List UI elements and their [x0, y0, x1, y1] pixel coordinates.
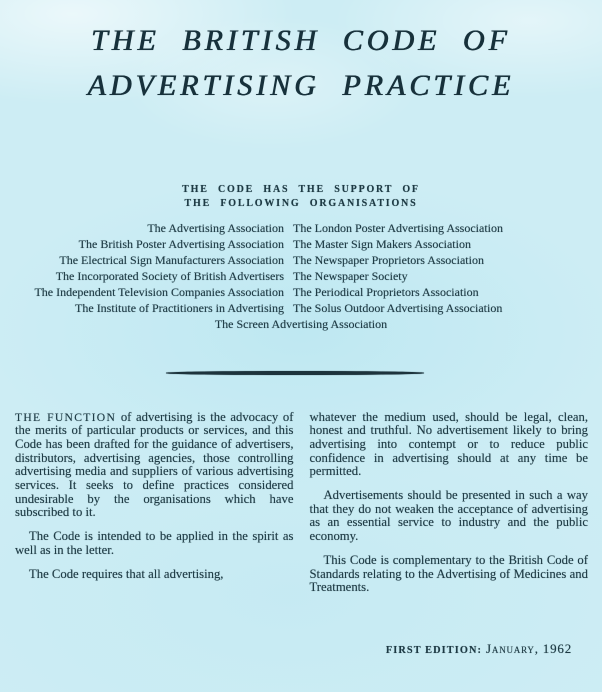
organisation-item: The Electrical Sign Manufacturers Association [59, 253, 284, 267]
paragraph-text: of advertising is the advocacy of the merits of particular products or services, and this Code has been drafted for the guidance of advertisers, distributors, advertising agencies, those controlling advertising media and suppliers of various advertising services. It seeks to define practices considered undesirable by the organisations which have subscribed to it. [15, 409, 294, 520]
paragraph: Advertisements should be presented in such a way that they do not weaken the acceptance of advertising as an essential service to industry and the public economy. [309, 488, 588, 544]
body-column-right [310, 411, 589, 595]
support-heading-line-2: THE FOLLOWING ORGANISATIONS [184, 198, 418, 209]
paragraph-lead-in: THE FUNCTION [15, 410, 117, 424]
organisation-item: The British Poster Advertising Association [78, 237, 284, 251]
organisations-column-left [0, 220, 284, 316]
organisation-item: The Newspaper Proprietors Association [293, 253, 484, 267]
organisations-list [0, 220, 602, 332]
title-line-1: THE BRITISH CODE OF [91, 24, 511, 57]
organisation-item: The Institute of Practitioners in Advertising [75, 301, 284, 315]
organisation-item: The Advertising Association [147, 221, 284, 235]
edition-note [386, 640, 572, 658]
organisation-item: The Periodical Proprietors Association [293, 285, 479, 299]
title-line-2: ADVERTISING PRACTICE [87, 69, 515, 102]
page-title [0, 0, 602, 108]
organisation-item: The Solus Outdoor Advertising Association [293, 301, 503, 315]
paragraph [15, 411, 294, 521]
organisation-item-centered: The Screen Advertising Association [214, 317, 388, 331]
organisation-item: The Independent Television Companies Association [34, 285, 284, 299]
body-text [0, 411, 602, 595]
divider-rule [166, 371, 424, 375]
organisation-item: The Newspaper Society [293, 269, 408, 283]
paragraph: The Code is intended to be applied in the spirit as well as in the letter. [15, 529, 294, 557]
paragraph: whatever the medium used, should be legal, clean, honest and truthful. No advertisement likely to bring advertising into contempt or to reduce public confidence in advertising should at any time be permitted. [309, 409, 588, 479]
paragraph: This Code is complementary to the British Code of Standards relating to the Advertising of Medicines and Treatments. [309, 552, 588, 595]
support-heading [0, 183, 602, 211]
edition-date: January, 1962 [486, 641, 572, 656]
organisation-item: The Master Sign Makers Association [293, 237, 471, 251]
body-column-left [15, 411, 294, 595]
edition-label: FIRST EDITION: [385, 645, 483, 656]
organisation-item: The Incorporated Society of British Advertisers [55, 269, 284, 283]
organisations-column-right [293, 220, 602, 316]
support-heading-line-1: THE CODE HAS THE SUPPORT OF [182, 184, 420, 195]
organisations-columns [0, 220, 602, 316]
paragraph: The Code requires that all advertising, [29, 566, 224, 581]
organisation-item: The London Poster Advertising Association [293, 221, 503, 235]
